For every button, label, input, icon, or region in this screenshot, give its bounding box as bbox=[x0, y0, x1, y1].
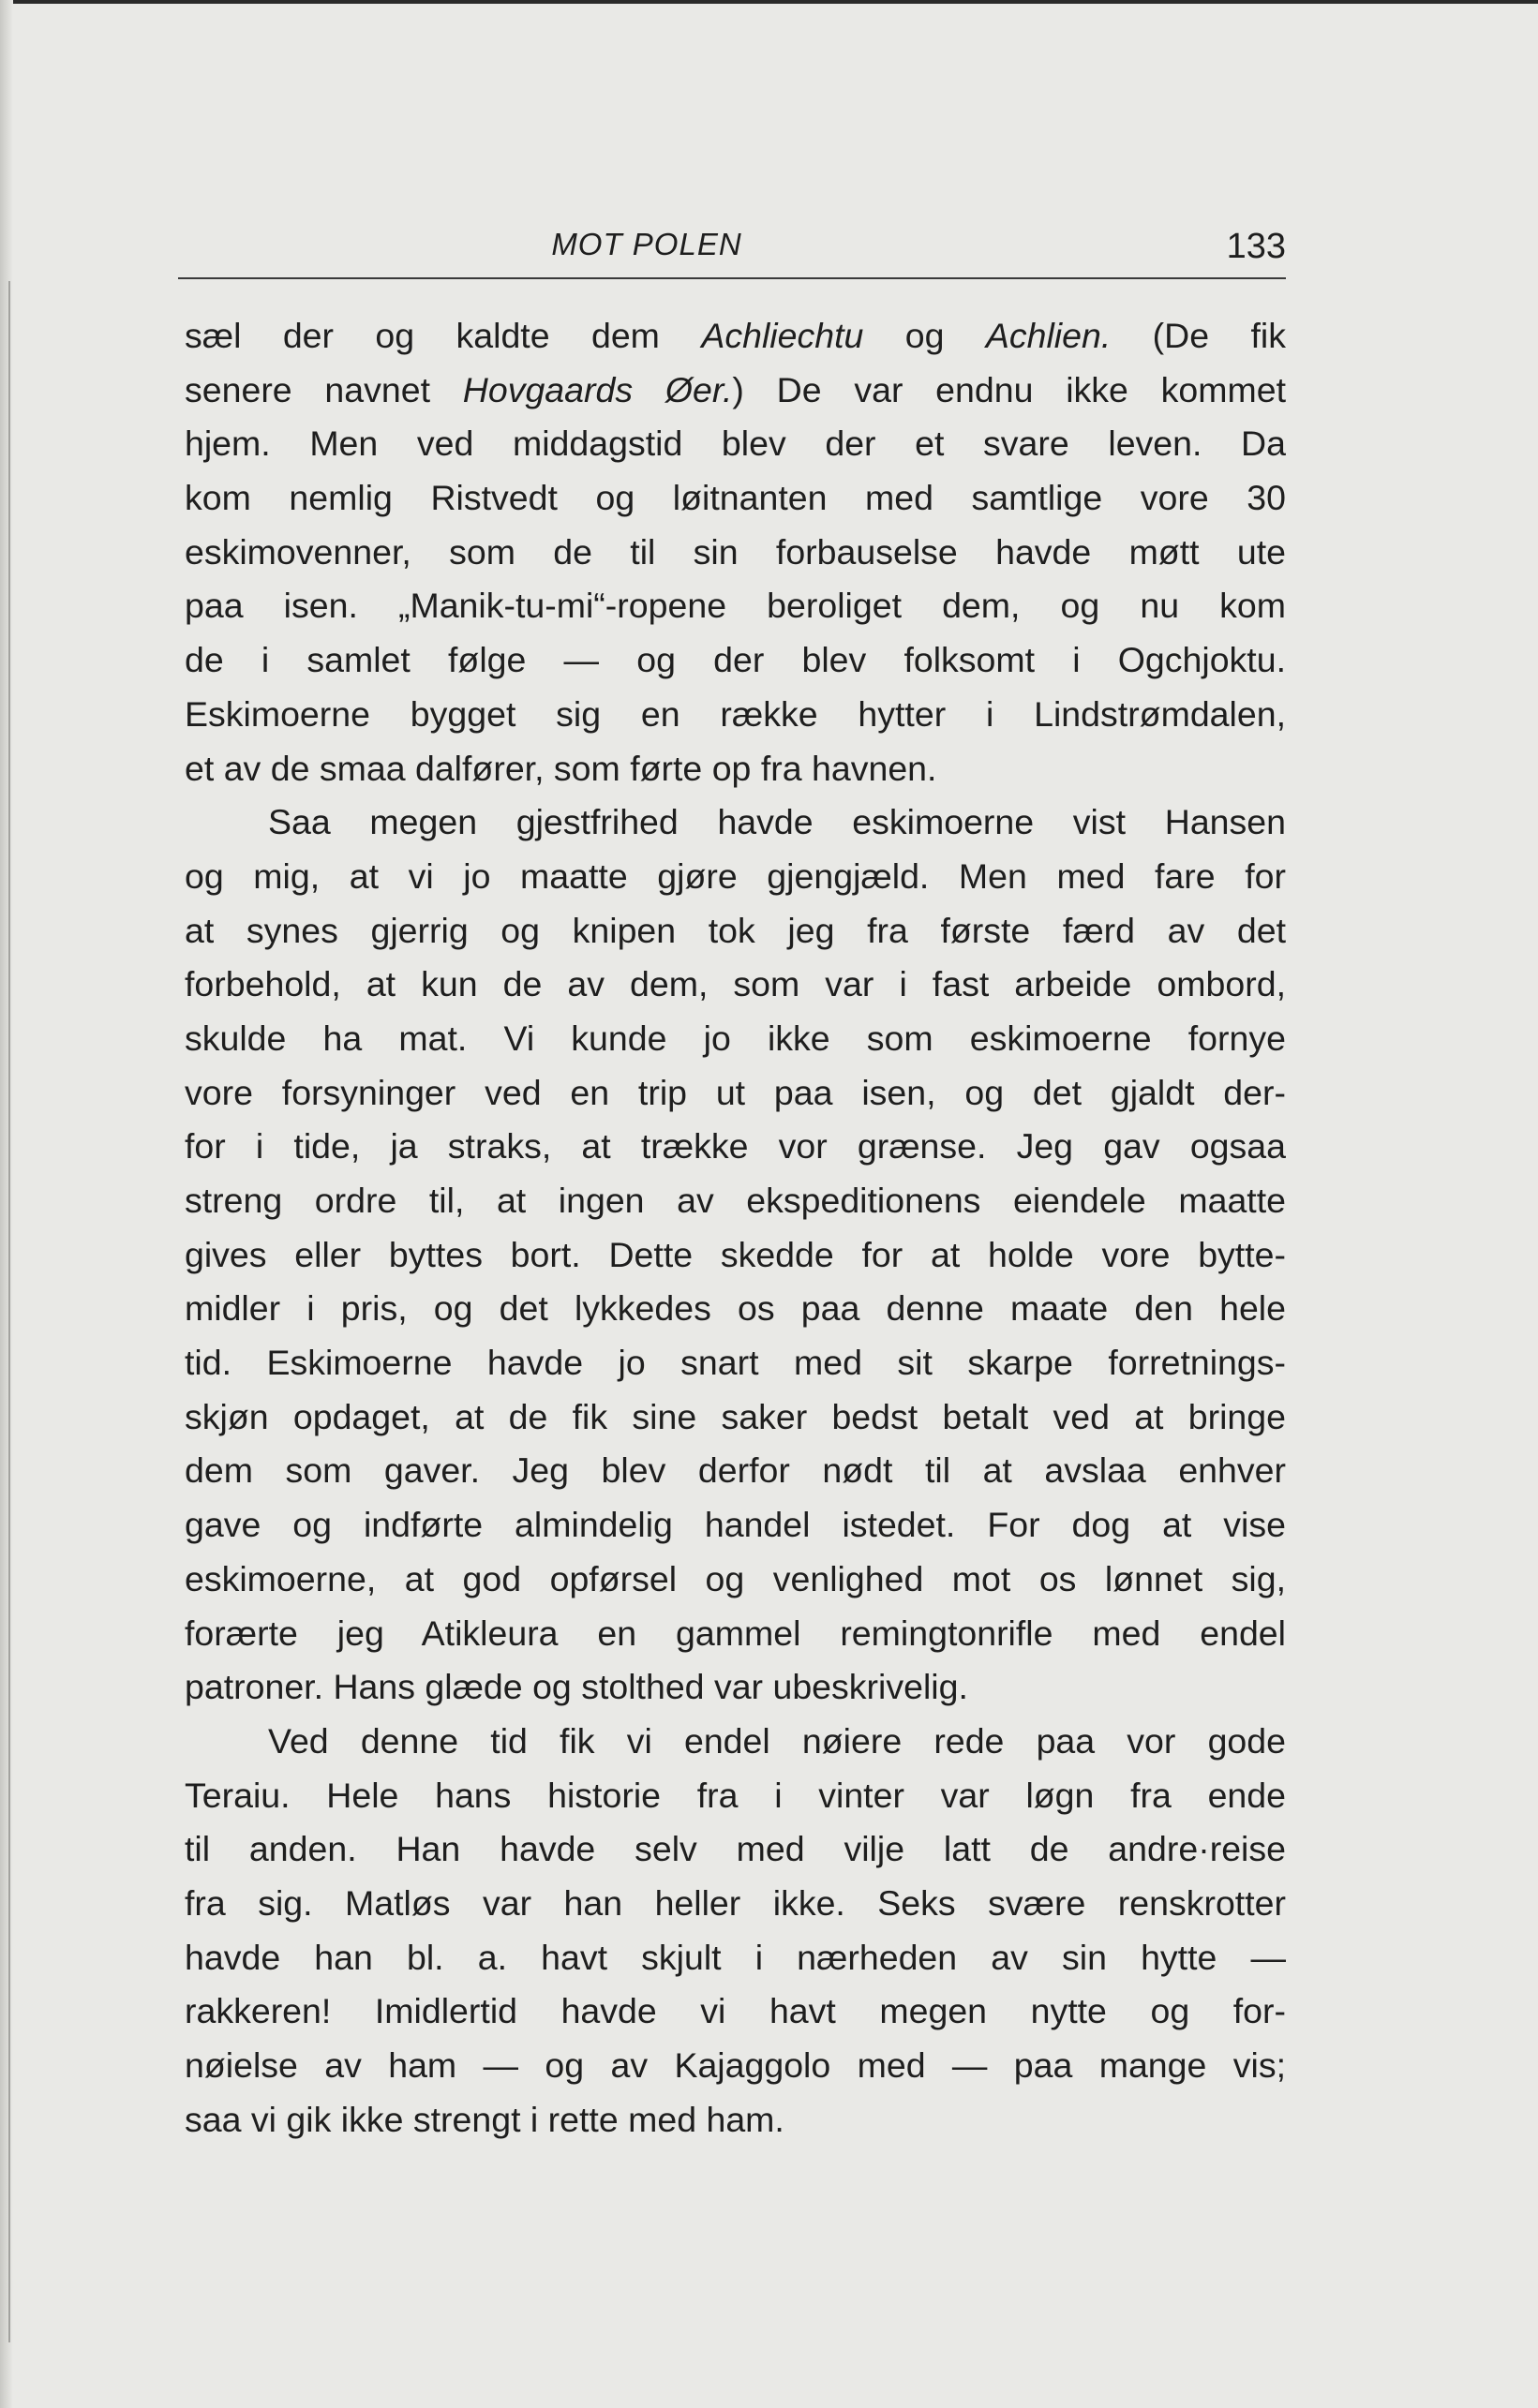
place-name-hovgaards-oer: Hovgaards Øer. bbox=[462, 369, 733, 409]
text-line: fra sig. Matløs var han heller ikke. Seks svære renskrotter bbox=[185, 1882, 1286, 1923]
text-line: havde han bl. a. havt skjult i nærheden av sin hytte — bbox=[185, 1937, 1286, 1977]
text-line: hjem. Men ved middagstid blev der et svare leven. Da bbox=[185, 424, 1286, 464]
page-binding-shadow bbox=[0, 0, 13, 2408]
text-line: skulde ha mat. Vi kunde jo ikke som eskimoerne fornye bbox=[185, 1018, 1286, 1058]
text-line: paa isen. „Manik-tu-mi“-ropene beroliget dem, og nu kom bbox=[185, 586, 1286, 626]
text-line: for i tide, ja straks, at trække vor grænse. Jeg gav ogsaa bbox=[185, 1126, 1286, 1167]
text-line: rakkeren! Imidlertid havde vi havt megen nytte og for- bbox=[185, 1991, 1286, 2031]
text-line: eskimoerne, at god opførsel og venlighed mot os lønnet sig, bbox=[185, 1558, 1286, 1598]
text-line: gave og indførte almindelig handel istedet. For dog at vise bbox=[185, 1505, 1286, 1545]
text-line: Saa megen gjestfrihed havde eskimoerne vist Hansen bbox=[268, 802, 1286, 842]
paragraph-3 bbox=[185, 1715, 1286, 2148]
paragraph-2 bbox=[185, 795, 1286, 1715]
text-line: midler i pris, og det lykkedes os paa denne maate den hele bbox=[185, 1288, 1286, 1329]
text-line: nøielse av ham — og av Kajaggolo med — paa mange vis; bbox=[185, 2045, 1286, 2085]
text-line: Teraiu. Hele hans historie fra i vinter var løgn fra ende bbox=[185, 1775, 1286, 1815]
text-line: vore forsyninger ved en trip ut paa isen, og det gjaldt der- bbox=[185, 1072, 1286, 1112]
text-line: og mig, at vi jo maatte gjøre gjengjæld. Men med fare for bbox=[185, 855, 1286, 896]
text-line: patroner. Hans glæde og stolthed var ubeskrivelig. bbox=[185, 1667, 968, 1707]
page-header bbox=[178, 221, 1286, 277]
text-line: dem som gaver. Jeg blev derfor nødt til at avslaa enhver bbox=[185, 1450, 1286, 1491]
text-line: tid. Eskimoerne havde jo snart med sit skarpe forretnings- bbox=[185, 1343, 1286, 1383]
text-line: saa vi gik ikke strengt i rette med ham. bbox=[185, 2099, 784, 2139]
text-line: til anden. Han havde selv med vilje latt de andre·reise bbox=[185, 1829, 1286, 1869]
text-line: skjøn opdaget, at de fik sine saker bedst betalt ved at bringe bbox=[185, 1396, 1286, 1436]
page-number: 133 bbox=[1226, 227, 1286, 266]
paragraph-1 bbox=[185, 309, 1286, 795]
text-line: senere navnet Hovgaards Øer.) De var endnu ikke kommet bbox=[185, 369, 1286, 409]
place-name-achliechtu: Achliechtu bbox=[701, 316, 864, 355]
running-title: MOT POLEN bbox=[551, 227, 742, 261]
text-line: streng ordre til, at ingen av ekspeditionens eiendele maatte bbox=[185, 1181, 1286, 1220]
body-text bbox=[185, 309, 1286, 2147]
text-line: et av de smaa dalfører, som førte op fra havnen. bbox=[185, 748, 937, 788]
text-line: sæl der og kaldte dem Achliechtu og Achlien. (De fik bbox=[185, 316, 1286, 355]
scan-top-edge bbox=[0, 0, 1538, 4]
text-line: gives eller byttes bort. Dette skedde for at holde vore bytte- bbox=[185, 1234, 1286, 1274]
text-line: Ved denne tid fik vi endel nøiere rede paa vor gode bbox=[268, 1720, 1286, 1761]
text-line: forærte jeg Atikleura en gammel remingtonrifle med endel bbox=[185, 1613, 1286, 1653]
place-name-achlien: Achlien. bbox=[985, 316, 1112, 355]
text-line: forbehold, at kun de av dem, som var i fast arbeide ombord, bbox=[185, 964, 1286, 1004]
text-line: Eskimoerne bygget sig en række hytter i Lindstrømdalen, bbox=[185, 693, 1286, 734]
binding-crease bbox=[8, 281, 10, 2342]
text-line: de i samlet følge — og der blev folksomt i Ogchjoktu. bbox=[185, 640, 1286, 680]
header-rule bbox=[178, 277, 1286, 279]
text-line: kom nemlig Ristvedt og løitnanten med samtlige vore 30 bbox=[185, 478, 1286, 518]
text-line: at synes gjerrig og knipen tok jeg fra første færd av det bbox=[185, 910, 1286, 950]
text-line: eskimovenner, som de til sin forbauselse havde møtt ute bbox=[185, 531, 1286, 572]
